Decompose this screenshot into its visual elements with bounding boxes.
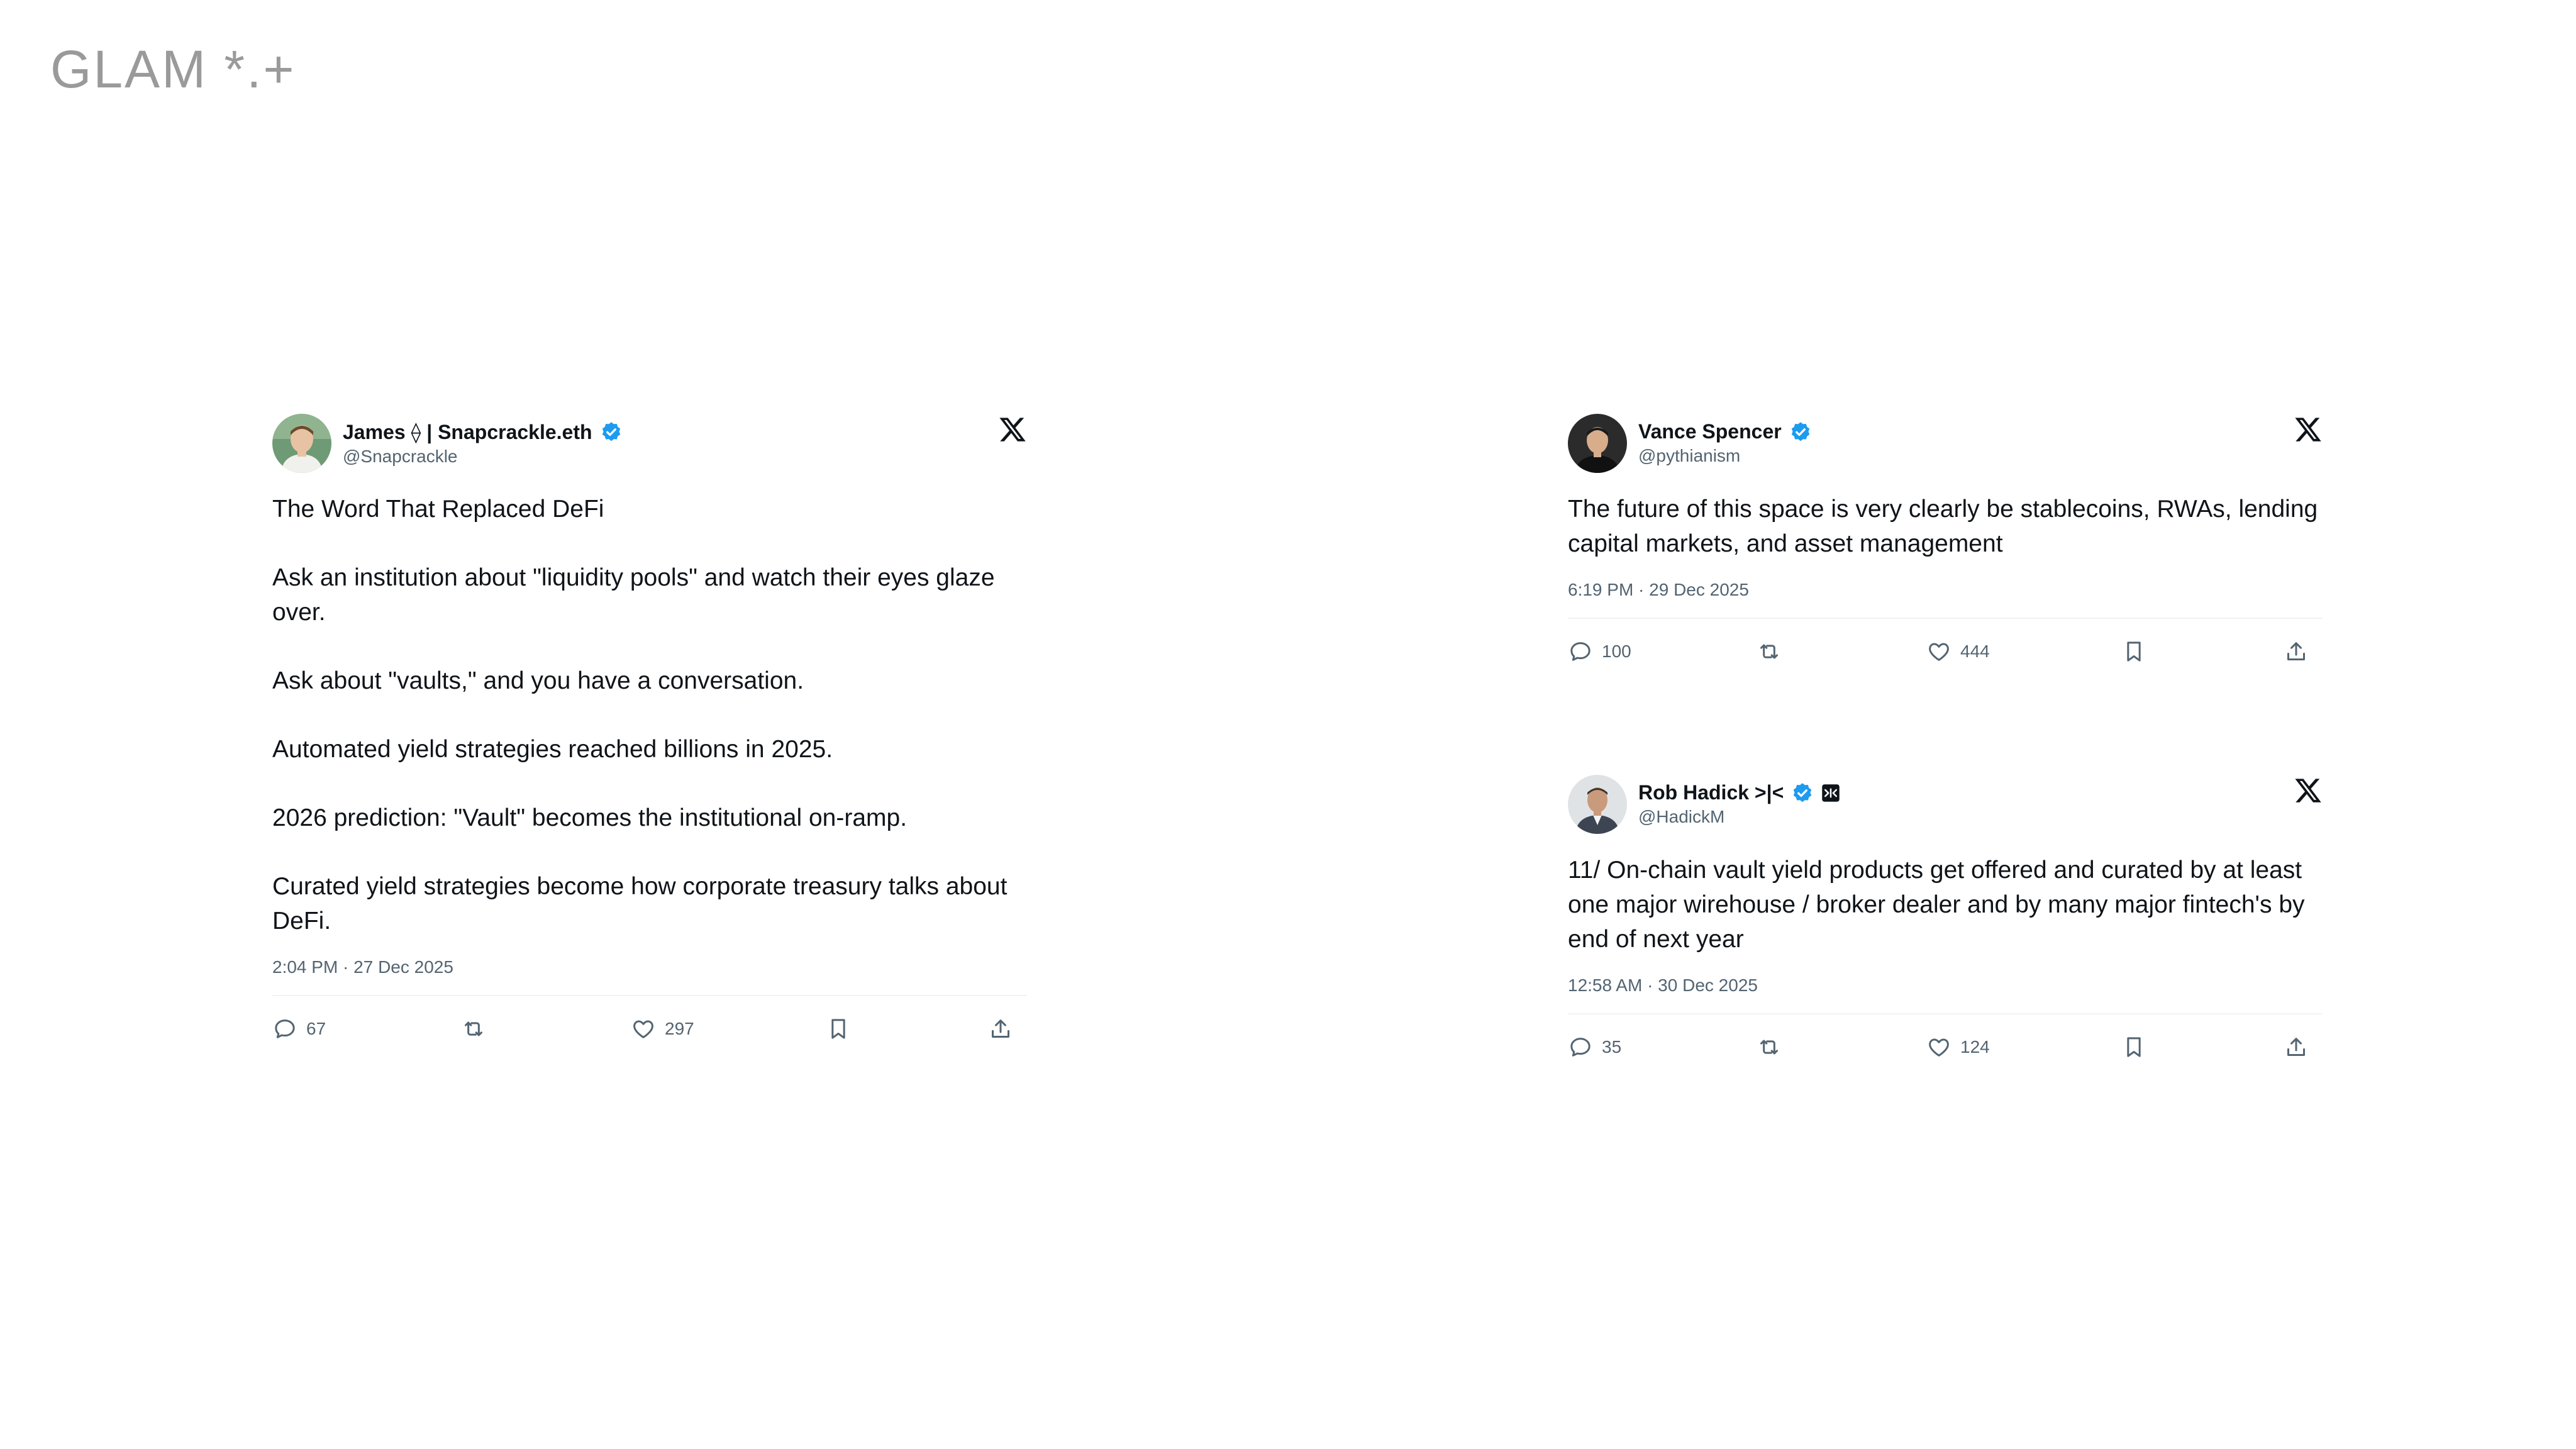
x-logo-icon[interactable] (2294, 776, 2323, 805)
x-logo-icon[interactable] (998, 415, 1027, 444)
reply-icon (1568, 639, 1593, 664)
reply-icon (1568, 1035, 1593, 1060)
author-handle[interactable]: @HadickM (1638, 807, 1725, 826)
heart-icon (1926, 639, 1951, 664)
tweet-header (272, 413, 1027, 473)
tweet-text (272, 492, 1027, 938)
reply-button[interactable] (1568, 1028, 1621, 1066)
author-name[interactable]: James ⟠ | Snapcrackle.eth (343, 421, 592, 443)
tweet-actions (1568, 633, 2323, 670)
tweet-paragraph: Automated yield strategies reached billions in 2025. (272, 736, 833, 763)
like-count: 124 (1960, 1037, 1990, 1057)
divider (1568, 1013, 2323, 1014)
tweet-text (1568, 853, 2323, 957)
verified-badge-icon (600, 421, 623, 443)
retweet-icon (461, 1016, 486, 1041)
bookmark-icon (2121, 1035, 2146, 1060)
share-button[interactable] (2284, 1028, 2309, 1066)
bookmark-button[interactable] (2121, 633, 2146, 670)
avatar[interactable] (1568, 775, 1627, 834)
tweet-paragraph: The future of this space is very clearly be stablecoins, RWAs, lending capital markets, and asset management (1568, 496, 2318, 557)
like-button[interactable] (1926, 1028, 1990, 1066)
author-name[interactable]: Rob Hadick >|< (1638, 781, 1784, 804)
tweet-paragraph: Ask an institution about "liquidity pools" and watch their eyes glaze over. (272, 564, 995, 626)
tweet-header (1568, 413, 2323, 473)
author-name[interactable]: Vance Spencer (1638, 420, 1782, 443)
tweet-text (1568, 492, 2323, 561)
heart-icon (1926, 1035, 1951, 1060)
reply-count: 100 (1602, 641, 1631, 661)
reply-icon (272, 1016, 297, 1041)
tweet-header (1568, 774, 2323, 834)
bookmark-icon (826, 1016, 851, 1041)
tweet-paragraph: 2026 prediction: "Vault" becomes the institutional on-ramp. (272, 804, 908, 831)
divider (1568, 618, 2323, 619)
like-count: 297 (665, 1019, 694, 1038)
tweet-paragraph: Ask about "vaults," and you have a conversation. (272, 667, 804, 694)
retweet-button[interactable] (1757, 1028, 1782, 1066)
retweet-icon (1757, 1035, 1782, 1060)
heart-icon (631, 1016, 656, 1041)
share-button[interactable] (2284, 633, 2309, 670)
retweet-button[interactable] (1757, 633, 1782, 670)
verified-badge-icon (1789, 421, 1812, 443)
verified-badge-icon (1791, 782, 1814, 804)
reply-button[interactable] (1568, 633, 1631, 670)
share-icon (2284, 1035, 2309, 1060)
tweet-timestamp[interactable]: 2:04 PM · 27 Dec 2025 (272, 957, 453, 977)
tweet-actions (272, 1010, 1027, 1048)
author-info (1638, 781, 1840, 827)
tweet-actions (1568, 1028, 2323, 1066)
tweet-timestamp[interactable]: 12:58 AM · 30 Dec 2025 (1568, 975, 1758, 995)
tweet-card-hadickm[interactable] (1568, 774, 2323, 1066)
tweet-card-pythianism[interactable] (1568, 413, 2323, 670)
divider (272, 995, 1027, 996)
share-icon (2284, 639, 2309, 664)
tweet-timestamp[interactable]: 6:19 PM · 29 Dec 2025 (1568, 580, 1749, 599)
reply-count: 35 (1602, 1037, 1622, 1057)
brand-logo: GLAM *.+ (50, 40, 296, 99)
share-button[interactable] (988, 1010, 1013, 1048)
bookmark-icon (2121, 639, 2146, 664)
share-icon (988, 1016, 1013, 1041)
like-button[interactable] (1926, 633, 1990, 670)
author-info (1638, 420, 1812, 466)
tweet-paragraph: 11/ On-chain vault yield products get offered and curated by at least one major wirehouse / broker dealer and by many major fintech's by end of next year (1568, 857, 2305, 953)
tweet-paragraph: Curated yield strategies become how corporate treasury talks about DeFi. (272, 873, 1008, 935)
reply-count: 67 (306, 1019, 326, 1038)
avatar[interactable] (1568, 414, 1627, 473)
like-button[interactable] (631, 1010, 694, 1048)
tweet-paragraph: The Word That Replaced DeFi (272, 496, 604, 523)
bookmark-button[interactable] (2121, 1028, 2146, 1066)
affiliation-badge-icon[interactable] (1821, 784, 1840, 802)
bookmark-button[interactable] (826, 1010, 851, 1048)
author-handle[interactable]: @Snapcrackle (343, 447, 458, 466)
retweet-button[interactable] (461, 1010, 486, 1048)
reply-button[interactable] (272, 1010, 326, 1048)
author-info (343, 420, 623, 467)
like-count: 444 (1960, 641, 1990, 661)
avatar[interactable] (272, 414, 331, 473)
author-handle[interactable]: @pythianism (1638, 446, 1741, 465)
x-logo-icon[interactable] (2294, 415, 2323, 444)
tweet-card-snapcrackle[interactable] (272, 413, 1027, 1048)
retweet-icon (1757, 639, 1782, 664)
